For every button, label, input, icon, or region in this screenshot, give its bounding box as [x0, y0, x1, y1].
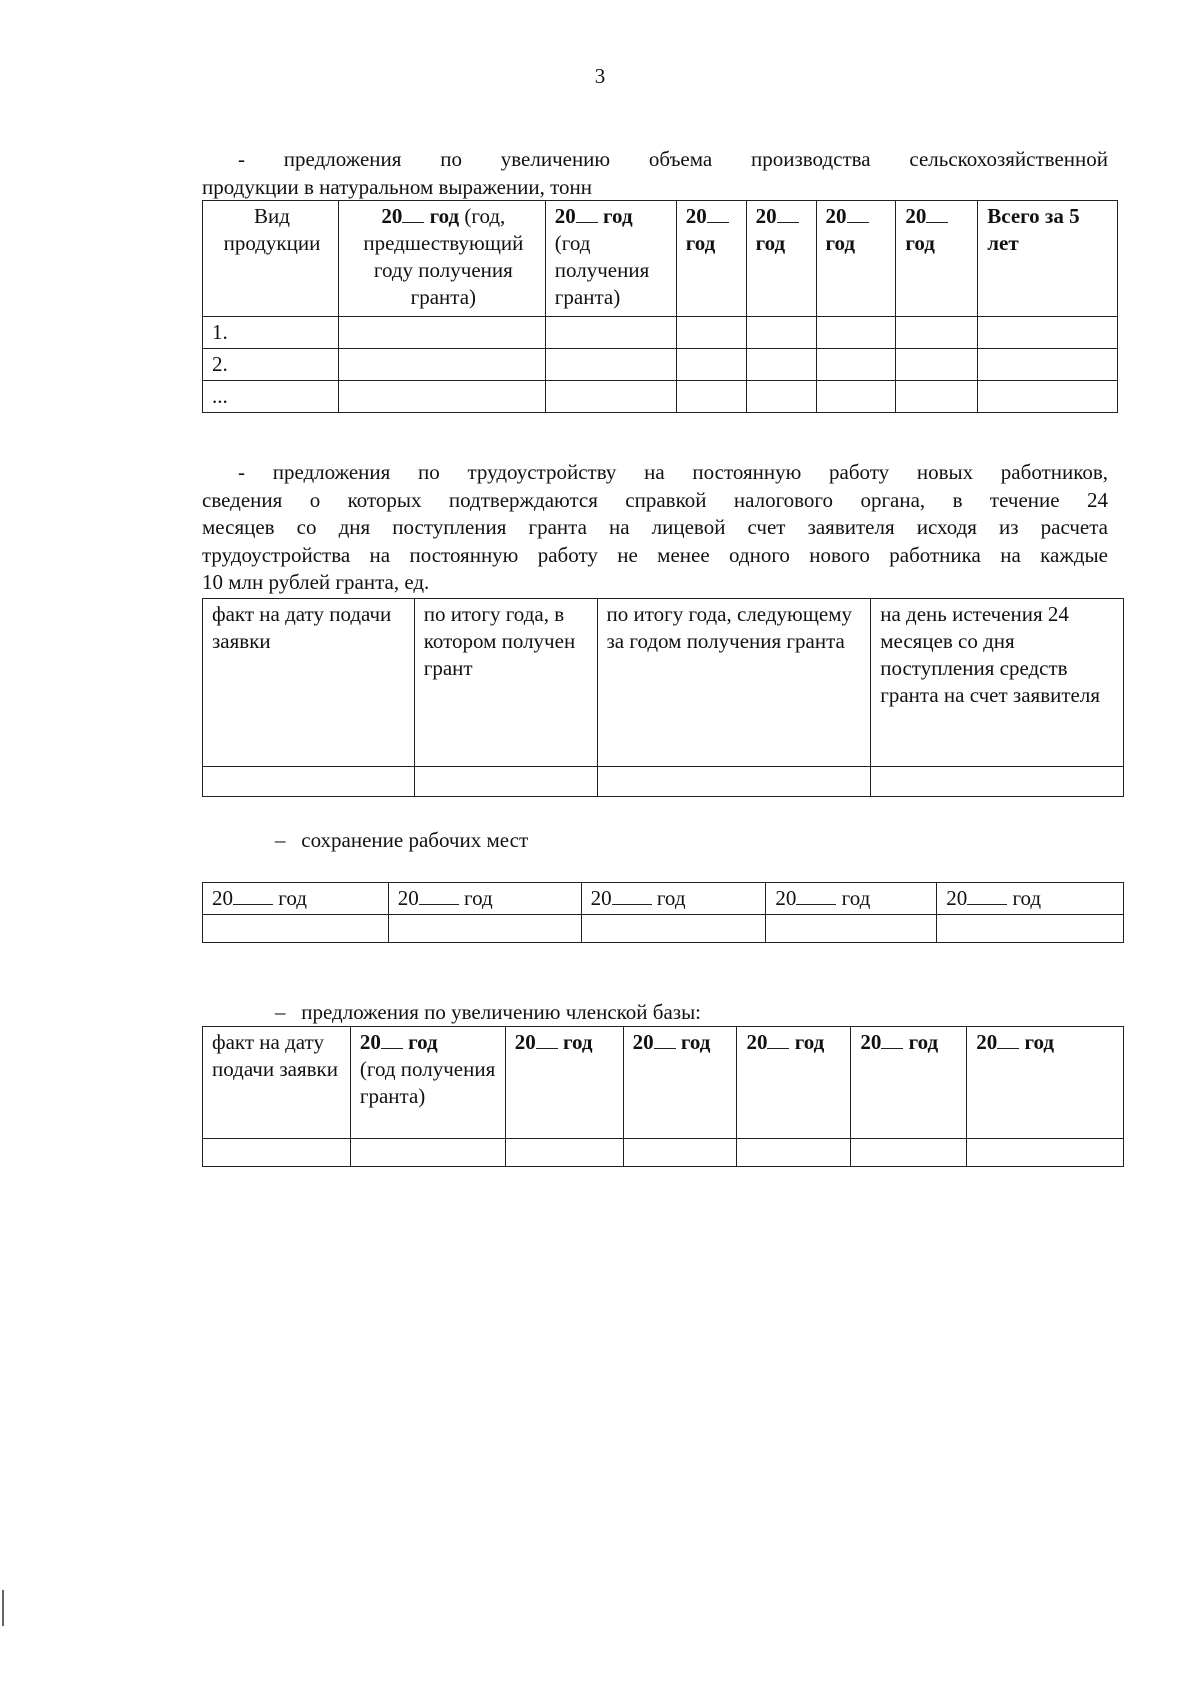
year-word: год — [278, 886, 307, 910]
table-cell[interactable] — [338, 381, 545, 413]
employment-table — [202, 598, 1124, 797]
table-cell[interactable] — [545, 381, 676, 413]
table-row — [203, 381, 1118, 413]
employment-intro-line-4: трудоустройства на постоянную работу не менее одного нового работника на каждые — [202, 542, 1108, 567]
year-prefix: 20 — [632, 1030, 654, 1054]
year-word: год — [794, 1030, 825, 1054]
year-blank — [381, 1030, 403, 1049]
year-word: год — [685, 231, 716, 255]
employment-intro-line-5: 10 млн рублей гранта, ед. — [202, 570, 430, 594]
table-cell[interactable] — [676, 317, 746, 349]
membership-title: предложения по увеличению членской базы: — [301, 1000, 702, 1024]
year-prefix: 20 — [554, 204, 576, 228]
header-year-3 — [676, 201, 746, 317]
year-prefix: 20 — [685, 204, 707, 228]
table-cell[interactable] — [597, 767, 871, 797]
year-prefix: 20 — [590, 886, 612, 910]
header-year-before-grant — [338, 201, 545, 317]
jobs-preservation-heading — [275, 828, 528, 853]
table-cell[interactable] — [203, 915, 389, 943]
year-prefix: 20 — [755, 204, 777, 228]
year-word: год — [429, 204, 460, 228]
table-cell[interactable] — [338, 317, 545, 349]
header-year-5 — [816, 201, 896, 317]
table-cell[interactable] — [978, 317, 1118, 349]
table-row — [203, 915, 1124, 943]
header-24-months: на день истечения 24 месяцев со дня поступления средств гранта на счет заявителя — [871, 599, 1124, 767]
jobs-header-row — [203, 883, 1124, 915]
table-cell[interactable] — [338, 349, 545, 381]
production-intro — [202, 146, 1108, 201]
year-cell — [737, 1027, 851, 1139]
year-word: год — [755, 231, 786, 255]
table-cell[interactable] — [414, 767, 597, 797]
production-table — [202, 200, 1118, 413]
header-total-5-years — [978, 201, 1118, 317]
production-header-row — [203, 201, 1118, 317]
table-cell[interactable] — [505, 1139, 623, 1167]
employment-header-row — [203, 599, 1124, 767]
page-number: 3 — [594, 64, 606, 88]
year-prefix: 20 — [905, 204, 927, 228]
table-cell[interactable] — [350, 1139, 505, 1167]
header-next-year-result: по итогу года, следующему за годом получения гранта — [597, 599, 871, 767]
table-cell[interactable] — [623, 1139, 737, 1167]
table-cell[interactable] — [388, 915, 581, 943]
table-cell[interactable] — [746, 381, 816, 413]
table-cell[interactable] — [937, 915, 1124, 943]
table-cell[interactable] — [871, 767, 1124, 797]
year-word: год — [908, 1030, 939, 1054]
year-prefix: 20 — [976, 1030, 998, 1054]
year-word: год — [1024, 1030, 1054, 1054]
jobs-preservation-title: сохранение рабочих мест — [301, 828, 529, 852]
year-cell — [388, 883, 581, 915]
table-row — [203, 349, 1118, 381]
year-word: год — [1012, 886, 1042, 910]
table-cell[interactable] — [203, 1139, 351, 1167]
table-row — [203, 1139, 1124, 1167]
year-cell — [581, 883, 766, 915]
year-word: год — [905, 231, 935, 255]
year-blank — [881, 1030, 903, 1049]
membership-heading — [275, 1000, 701, 1025]
year-cell — [505, 1027, 623, 1139]
year-word: год — [656, 886, 686, 910]
employment-intro-line-1: - предложения по трудоустройству на постоянную работу новых работников, — [238, 460, 1108, 484]
production-intro-line-2: продукции в натуральном выражении, тонн — [202, 174, 592, 199]
year-cell — [203, 883, 389, 915]
year-blank — [536, 1030, 558, 1049]
membership-table — [202, 1026, 1124, 1167]
table-cell[interactable] — [896, 317, 978, 349]
table-cell[interactable] — [746, 349, 816, 381]
table-cell[interactable] — [896, 349, 978, 381]
employment-intro-line-2: сведения о которых подтверждаются справкой налогового органа, в течение 24 — [202, 487, 1108, 512]
year-prefix: 20 — [359, 1030, 381, 1054]
year-word: год — [841, 886, 871, 910]
year-cell — [967, 1027, 1124, 1139]
year-prefix: 20 — [860, 1030, 882, 1054]
table-cell[interactable] — [978, 381, 1118, 413]
year-blank — [777, 204, 799, 223]
header-fact-date: факт на дату подачи заявки — [203, 1027, 351, 1139]
year-prefix: 20 — [381, 204, 403, 228]
production-intro-line-1: - предложения по увеличению объема производства сельскохозяйственной — [238, 147, 1108, 171]
year-word: год — [825, 231, 856, 255]
total-label: Всего за 5 лет — [987, 204, 1080, 255]
year-blank — [997, 1030, 1019, 1049]
year-word: год — [603, 204, 633, 228]
year-prefix: 20 — [946, 886, 968, 910]
jobs-preservation-table — [202, 882, 1124, 943]
year-prefix: 20 — [397, 886, 419, 910]
year-cell — [937, 883, 1124, 915]
header-grant-year — [350, 1027, 505, 1139]
year-cell — [851, 1027, 967, 1139]
header-year-4 — [746, 201, 816, 317]
year-blank — [419, 886, 459, 905]
table-cell[interactable] — [545, 349, 676, 381]
table-cell[interactable] — [816, 381, 896, 413]
year-blank — [654, 1030, 676, 1049]
header-grant-year-result: по итогу года, в котором получен грант — [414, 599, 597, 767]
table-cell[interactable] — [746, 317, 816, 349]
scan-margin-mark — [2, 1590, 4, 1626]
header-fact-date: факт на дату подачи заявки — [203, 599, 415, 767]
table-cell[interactable] — [766, 915, 937, 943]
year-blank — [402, 204, 424, 223]
year-blank — [796, 886, 836, 905]
table-cell[interactable] — [737, 1139, 851, 1167]
year-cell — [623, 1027, 737, 1139]
year-word: год — [563, 1030, 593, 1054]
year-blank — [767, 1030, 789, 1049]
year-blank — [233, 886, 273, 905]
year-cell — [766, 883, 937, 915]
dash: – — [275, 828, 286, 852]
table-row — [203, 317, 1118, 349]
year-blank — [926, 204, 948, 223]
year-blank — [576, 204, 598, 223]
membership-header-row — [203, 1027, 1124, 1139]
table-cell[interactable] — [203, 767, 415, 797]
header-product-type: Вид продукции — [203, 201, 339, 317]
table-cell[interactable] — [581, 915, 766, 943]
table-row — [203, 767, 1124, 797]
year-blank — [707, 204, 729, 223]
year-prefix: 20 — [775, 886, 797, 910]
table-cell[interactable] — [545, 317, 676, 349]
row-number: ... — [203, 381, 339, 413]
dash: – — [275, 1000, 286, 1024]
table-cell[interactable] — [816, 317, 896, 349]
year-prefix: 20 — [746, 1030, 768, 1054]
employment-intro — [202, 459, 1108, 597]
year-word: год — [464, 886, 493, 910]
year-prefix: 20 — [825, 204, 847, 228]
row-number: 1. — [203, 317, 339, 349]
year-note: (год, предшествующий году получения гранта) — [363, 204, 524, 309]
header-grant-year — [545, 201, 676, 317]
table-cell[interactable] — [851, 1139, 967, 1167]
header-year-6 — [896, 201, 978, 317]
employment-intro-line-3: месяцев со дня поступления гранта на лицевой счет заявителя исходя из расчета — [202, 515, 1108, 539]
year-blank — [847, 204, 869, 223]
year-word: год — [408, 1030, 438, 1054]
row-number: 2. — [203, 349, 339, 381]
year-blank — [967, 886, 1007, 905]
year-prefix: 20 — [212, 886, 233, 910]
table-cell[interactable] — [676, 381, 746, 413]
table-cell[interactable] — [676, 349, 746, 381]
table-cell[interactable] — [816, 349, 896, 381]
year-note: (год получения гранта) — [554, 231, 650, 309]
table-cell[interactable] — [896, 381, 978, 413]
table-cell[interactable] — [978, 349, 1118, 381]
table-cell[interactable] — [967, 1139, 1124, 1167]
year-prefix: 20 — [514, 1030, 536, 1054]
year-note: (год получения гранта) — [359, 1057, 496, 1108]
year-blank — [612, 886, 652, 905]
year-word: год — [680, 1030, 711, 1054]
